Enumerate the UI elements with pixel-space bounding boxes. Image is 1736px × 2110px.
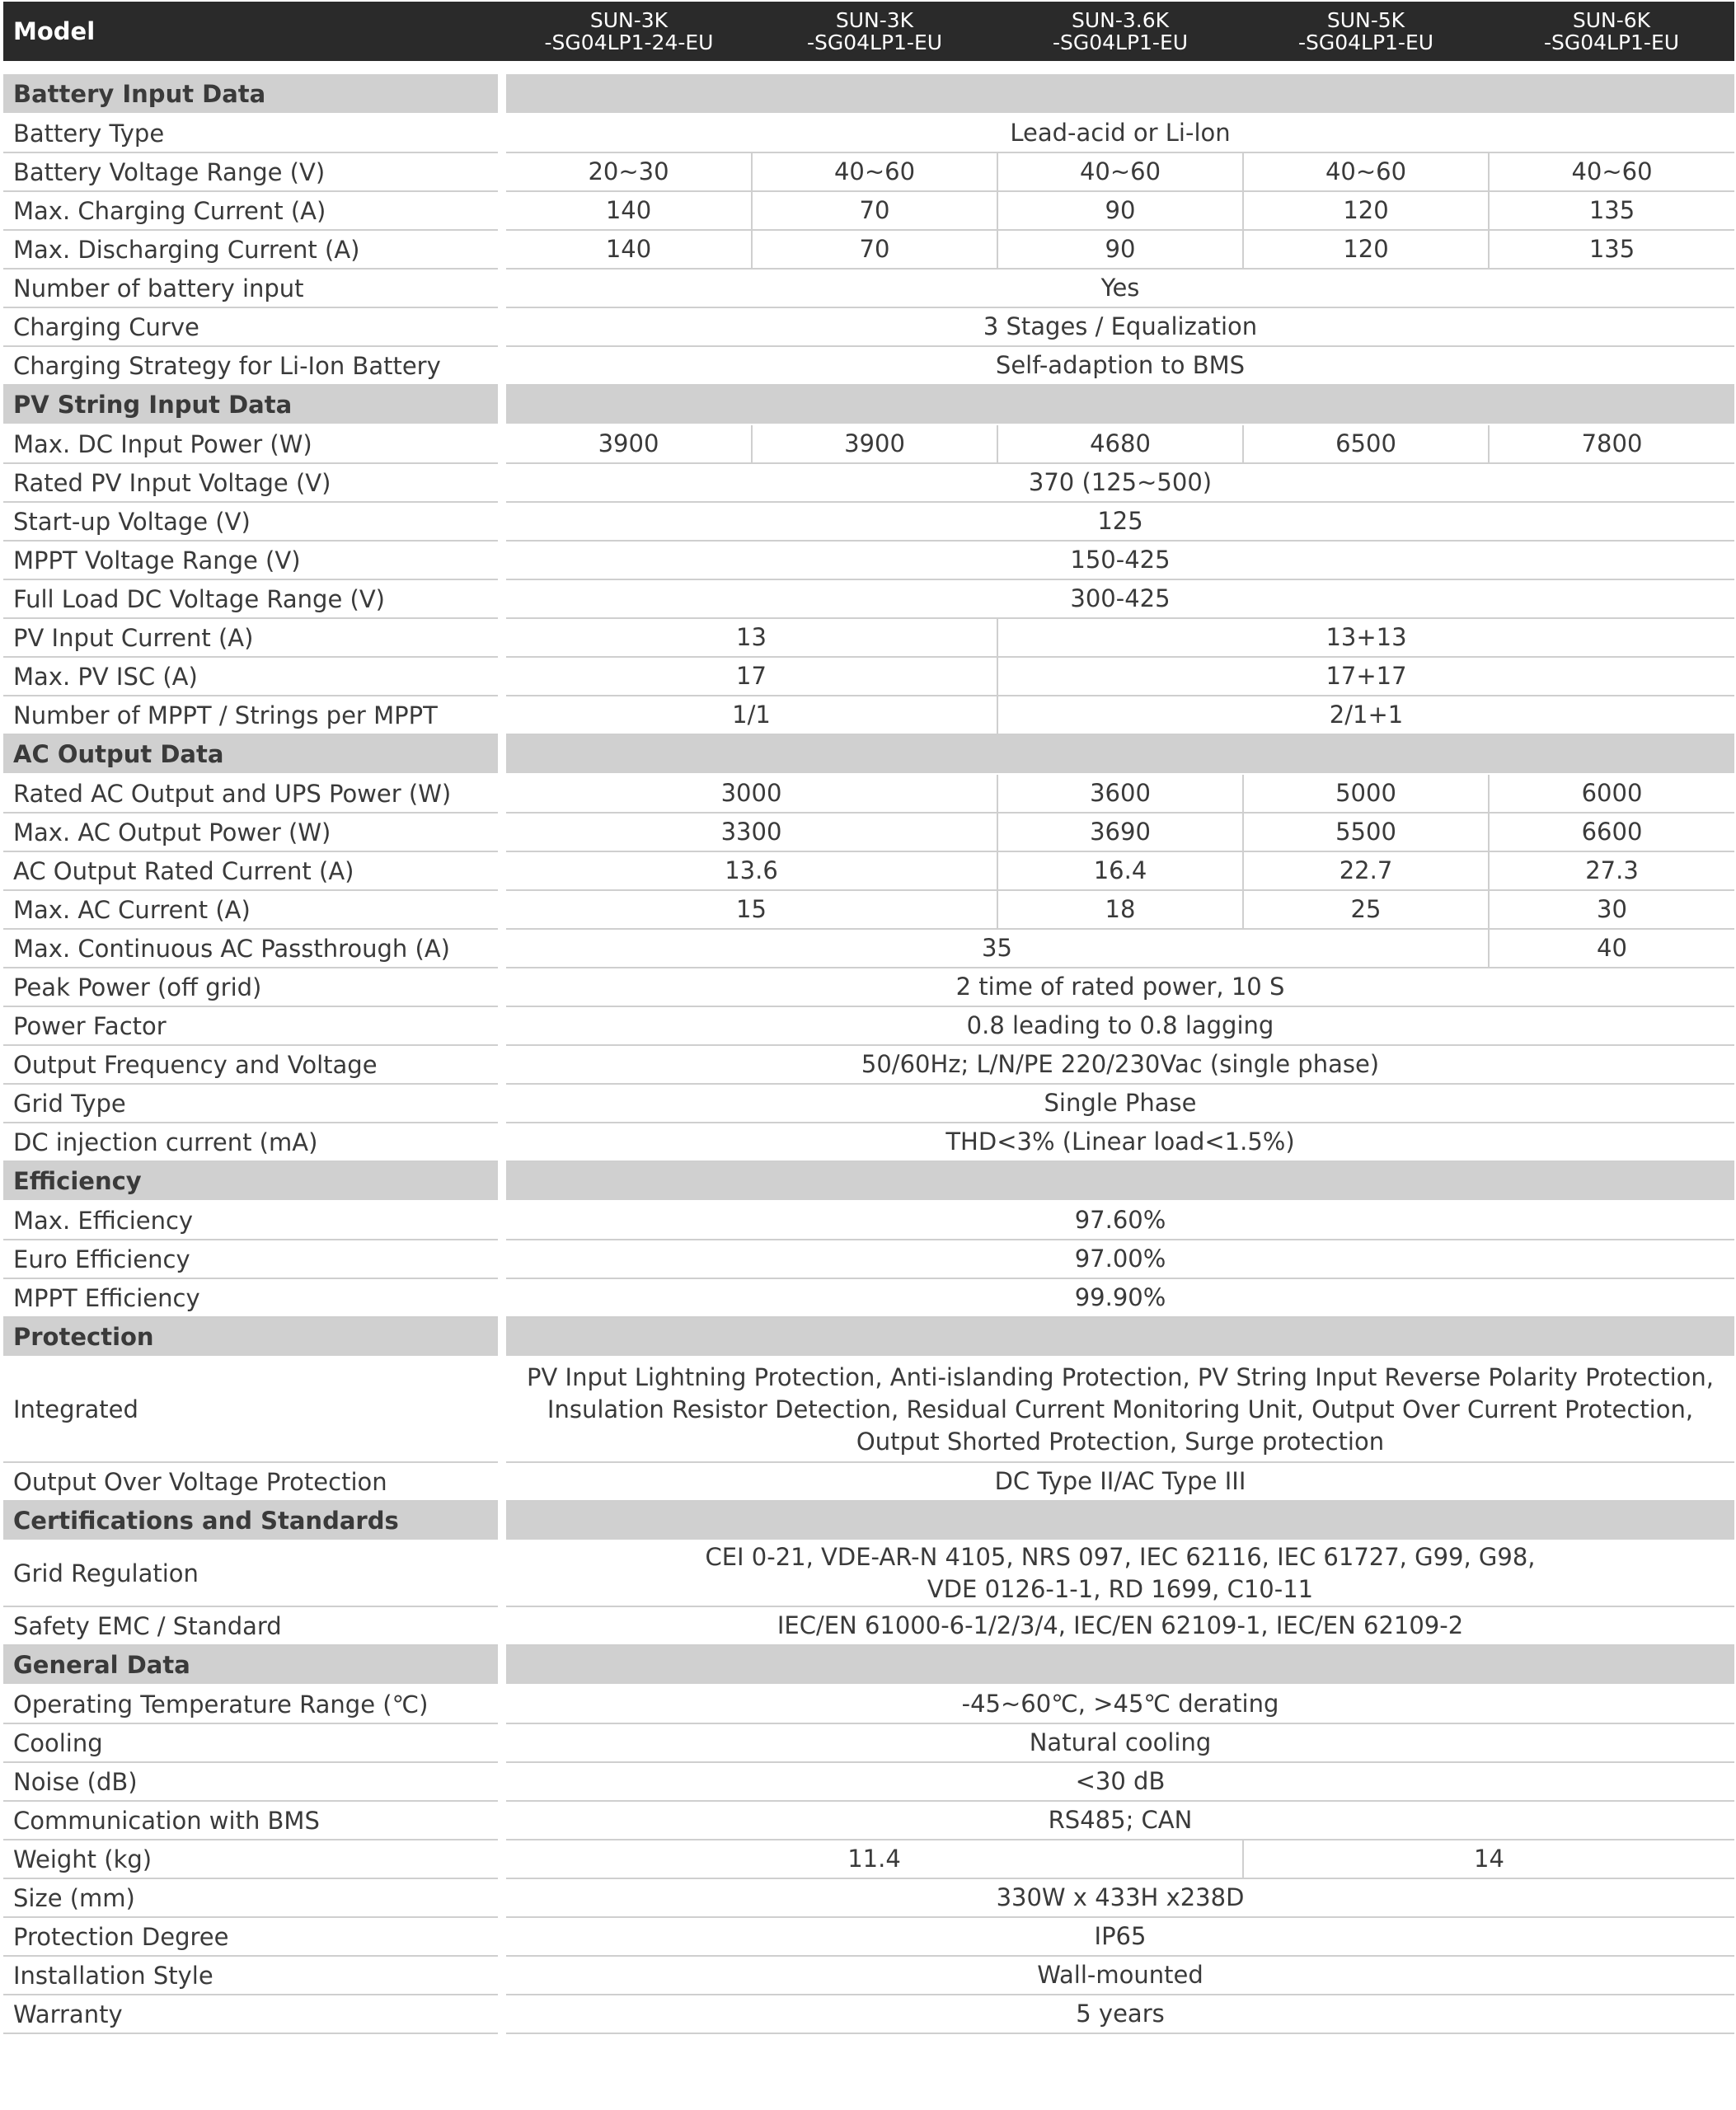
spec-value: 90 — [997, 191, 1243, 230]
spec-value: 70 — [752, 191, 997, 230]
spec-row-warranty — [3, 1995, 1734, 2033]
spec-value: 330W x 433H x238D — [506, 1878, 1734, 1917]
spec-value: 14 — [1243, 1840, 1734, 1878]
spec-value: 135 — [1489, 230, 1734, 269]
section-header-pv-string-input-data — [3, 385, 1734, 424]
spec-row-number-of-mppt-strings-per-mppt — [3, 696, 1734, 734]
spec-value: 22.7 — [1243, 851, 1489, 890]
spec-value: 20~30 — [506, 152, 752, 191]
spec-value: PV Input Lightning Protection, Anti-islanding Protection, PV String Input Reverse Polarity Protection, Insulation Resistor Detection, Residual Current Monitoring Unit, Output Over Current Protection, Output Shorted Protection, Surge protection — [506, 1357, 1734, 1462]
spec-value: IP65 — [506, 1917, 1734, 1956]
spec-label: Cooling — [3, 1723, 498, 1762]
section-title: Protection — [3, 1317, 498, 1357]
spec-value: 370 (125~500) — [506, 463, 1734, 502]
spec-row-integrated — [3, 1357, 1734, 1462]
spec-value: 2/1+1 — [997, 696, 1734, 734]
spec-value: 300-425 — [506, 579, 1734, 618]
spec-value: 120 — [1243, 230, 1489, 269]
spec-row-rated-pv-input-voltage-v — [3, 463, 1734, 502]
spec-label: Warranty — [3, 1995, 498, 2033]
spec-label: Max. AC Current (A) — [3, 890, 498, 929]
section-bar — [506, 385, 1734, 424]
spec-label: Communication with BMS — [3, 1801, 498, 1840]
spec-value: 6600 — [1489, 813, 1734, 851]
spec-label: Output Over Voltage Protection — [3, 1462, 498, 1501]
spec-label: Battery Voltage Range (V) — [3, 152, 498, 191]
spec-row-max-ac-output-power-w — [3, 813, 1734, 851]
spec-value: Natural cooling — [506, 1723, 1734, 1762]
spec-value: 40~60 — [1243, 152, 1489, 191]
spec-value: 97.00% — [506, 1240, 1734, 1278]
spec-row-ac-output-rated-current-a — [3, 851, 1734, 890]
spec-label: MPPT Voltage Range (V) — [3, 541, 498, 579]
model-header-label: Model — [3, 2, 498, 61]
section-title: Battery Input Data — [3, 74, 498, 114]
section-header-efficiency — [3, 1161, 1734, 1201]
spec-row-max-dc-input-power-w — [3, 424, 1734, 463]
spec-value: 3690 — [997, 813, 1243, 851]
section-bar — [506, 1501, 1734, 1540]
spec-value: 1/1 — [506, 696, 997, 734]
spec-value: 18 — [997, 890, 1243, 929]
spec-label: Full Load DC Voltage Range (V) — [3, 579, 498, 618]
spec-row-max-charging-current-a — [3, 191, 1734, 230]
spec-label: Battery Type — [3, 114, 498, 152]
section-header-protection — [3, 1317, 1734, 1357]
spec-label: Noise (dB) — [3, 1762, 498, 1801]
spec-value: 2 time of rated power, 10 S — [506, 968, 1734, 1006]
spec-label: MPPT Efficiency — [3, 1278, 498, 1317]
spec-row-peak-power-off-grid — [3, 968, 1734, 1006]
spec-row-max-pv-isc-a — [3, 657, 1734, 696]
spec-row-battery-voltage-range-v — [3, 152, 1734, 191]
spec-value: 99.90% — [506, 1278, 1734, 1317]
spec-value: IEC/EN 61000-6-1/2/3/4, IEC/EN 62109-1, IEC/EN 62109-2 — [506, 1606, 1734, 1645]
spec-label: Charging Strategy for Li-Ion Battery — [3, 346, 498, 385]
model-name: SUN-3K -SG04LP1-EU — [752, 2, 997, 61]
spec-row-grid-type — [3, 1084, 1734, 1123]
spec-row-mppt-efficiency — [3, 1278, 1734, 1317]
spec-value: 140 — [506, 191, 752, 230]
spec-value: CEI 0-21, VDE-AR-N 4105, NRS 097, IEC 62116, IEC 61727, G99, G98, VDE 0126-1-1, RD 1699, C10-11 — [506, 1540, 1734, 1606]
spec-row-protection-degree — [3, 1917, 1734, 1956]
spec-value: <30 dB — [506, 1762, 1734, 1801]
spec-value: 7800 — [1489, 424, 1734, 463]
spec-value: 0.8 leading to 0.8 lagging — [506, 1006, 1734, 1045]
spec-row-max-ac-current-a — [3, 890, 1734, 929]
spec-value: RS485; CAN — [506, 1801, 1734, 1840]
section-title: General Data — [3, 1645, 498, 1685]
spec-label: Euro Efficiency — [3, 1240, 498, 1278]
spec-value: 40~60 — [997, 152, 1243, 191]
spec-label: Peak Power (off grid) — [3, 968, 498, 1006]
spec-value: -45~60℃, >45℃ derating — [506, 1685, 1734, 1723]
spec-value: 27.3 — [1489, 851, 1734, 890]
spec-value: 17 — [506, 657, 997, 696]
spec-row-communication-with-bms — [3, 1801, 1734, 1840]
section-bar — [506, 1645, 1734, 1685]
spec-value: 35 — [506, 929, 1489, 968]
spec-row-output-over-voltage-protection — [3, 1462, 1734, 1501]
spec-label: Output Frequency and Voltage — [3, 1045, 498, 1084]
spec-value: Lead-acid or Li-lon — [506, 114, 1734, 152]
spec-row-safety-emc-standard — [3, 1606, 1734, 1645]
spec-label: Rated AC Output and UPS Power (W) — [3, 774, 498, 813]
spec-row-mppt-voltage-range-v — [3, 541, 1734, 579]
section-header-certifications-and-standards — [3, 1501, 1734, 1540]
spec-label: Power Factor — [3, 1006, 498, 1045]
spec-label: Safety EMC / Standard — [3, 1606, 498, 1645]
spec-value: Single Phase — [506, 1084, 1734, 1123]
spec-row-cooling — [3, 1723, 1734, 1762]
header-gap — [498, 2, 506, 61]
spec-label: Max. Efficiency — [3, 1201, 498, 1240]
spec-label: Start-up Voltage (V) — [3, 502, 498, 541]
spec-value: 3900 — [506, 424, 752, 463]
spec-row-power-factor — [3, 1006, 1734, 1045]
spec-row-max-continuous-ac-passthrough-a — [3, 929, 1734, 968]
spec-value: 97.60% — [506, 1201, 1734, 1240]
spec-value: 3000 — [506, 774, 997, 813]
spec-label: Integrated — [3, 1357, 498, 1462]
spec-value: 13+13 — [997, 618, 1734, 657]
spec-row-size-mm — [3, 1878, 1734, 1917]
header-spacer — [3, 61, 1734, 74]
spec-label: Weight (kg) — [3, 1840, 498, 1878]
spec-label: Max. PV ISC (A) — [3, 657, 498, 696]
spec-value: 6000 — [1489, 774, 1734, 813]
spec-value: 3 Stages / Equalization — [506, 307, 1734, 346]
spec-label: Number of battery input — [3, 269, 498, 307]
spec-value: 17+17 — [997, 657, 1734, 696]
spec-label: AC Output Rated Current (A) — [3, 851, 498, 890]
spec-row-full-load-dc-voltage-range-v — [3, 579, 1734, 618]
spec-value: 90 — [997, 230, 1243, 269]
spec-value: 5500 — [1243, 813, 1489, 851]
spec-value: Wall-mounted — [506, 1956, 1734, 1995]
section-bar — [506, 1161, 1734, 1201]
spec-label: Installation Style — [3, 1956, 498, 1995]
spec-label: Charging Curve — [3, 307, 498, 346]
spec-label: Max. DC Input Power (W) — [3, 424, 498, 463]
spec-row-rated-ac-output-and-ups-power-w — [3, 774, 1734, 813]
spec-label: Grid Regulation — [3, 1540, 498, 1606]
section-title: AC Output Data — [3, 734, 498, 774]
spec-value: 6500 — [1243, 424, 1489, 463]
section-header-ac-output-data — [3, 734, 1734, 774]
model-name: SUN-3K -SG04LP1-24-EU — [506, 2, 752, 61]
section-title: PV String Input Data — [3, 385, 498, 424]
spec-row-pv-input-current-a — [3, 618, 1734, 657]
spec-value: 4680 — [997, 424, 1243, 463]
spec-value: 3600 — [997, 774, 1243, 813]
spec-label: Rated PV Input Voltage (V) — [3, 463, 498, 502]
spec-value: 11.4 — [506, 1840, 1243, 1878]
spec-row-euro-efficiency — [3, 1240, 1734, 1278]
model-name: SUN-5K -SG04LP1-EU — [1243, 2, 1489, 61]
spec-label: Operating Temperature Range (℃) — [3, 1685, 498, 1723]
spec-label: Max. Charging Current (A) — [3, 191, 498, 230]
model-header-row — [3, 2, 1734, 61]
section-title: Efficiency — [3, 1161, 498, 1201]
spec-value: 15 — [506, 890, 997, 929]
spec-value: 140 — [506, 230, 752, 269]
spec-value: THD<3% (Linear load<1.5%) — [506, 1123, 1734, 1161]
spec-row-output-frequency-and-voltage — [3, 1045, 1734, 1084]
spec-value: 135 — [1489, 191, 1734, 230]
spec-value: 70 — [752, 230, 997, 269]
spec-row-charging-curve — [3, 307, 1734, 346]
section-bar — [506, 734, 1734, 774]
spec-table — [3, 2, 1734, 2034]
spec-label: Max. Discharging Current (A) — [3, 230, 498, 269]
spec-row-start-up-voltage-v — [3, 502, 1734, 541]
spec-label: Max. AC Output Power (W) — [3, 813, 498, 851]
spec-value: 5 years — [506, 1995, 1734, 2033]
spec-row-noise-db — [3, 1762, 1734, 1801]
spec-row-max-discharging-current-a — [3, 230, 1734, 269]
spec-value: 50/60Hz; L/N/PE 220/230Vac (single phase) — [506, 1045, 1734, 1084]
spec-value: 16.4 — [997, 851, 1243, 890]
model-name: SUN-3.6K -SG04LP1-EU — [997, 2, 1243, 61]
spec-row-grid-regulation — [3, 1540, 1734, 1606]
spec-value: 150-425 — [506, 541, 1734, 579]
spec-row-charging-strategy-for-li-ion-battery — [3, 346, 1734, 385]
spec-value: Yes — [506, 269, 1734, 307]
section-header-general-data — [3, 1645, 1734, 1685]
spec-value: 13.6 — [506, 851, 997, 890]
spec-value: Self-adaption to BMS — [506, 346, 1734, 385]
spec-value: 120 — [1243, 191, 1489, 230]
spec-value: 3900 — [752, 424, 997, 463]
spec-label: Protection Degree — [3, 1917, 498, 1956]
spec-row-weight-kg — [3, 1840, 1734, 1878]
model-name: SUN-6K -SG04LP1-EU — [1489, 2, 1734, 61]
spec-value: 25 — [1243, 890, 1489, 929]
section-bar — [506, 74, 1734, 114]
section-title: Certifications and Standards — [3, 1501, 498, 1540]
spec-row-battery-type — [3, 114, 1734, 152]
spec-value: 40 — [1489, 929, 1734, 968]
spec-label: Number of MPPT / Strings per MPPT — [3, 696, 498, 734]
spec-table-body — [3, 74, 1734, 2033]
spec-value: 3300 — [506, 813, 997, 851]
spec-row-installation-style — [3, 1956, 1734, 1995]
spec-value: DC Type II/AC Type III — [506, 1462, 1734, 1501]
spec-value: 30 — [1489, 890, 1734, 929]
spec-value: 13 — [506, 618, 997, 657]
spec-value: 40~60 — [1489, 152, 1734, 191]
spec-value: 40~60 — [752, 152, 997, 191]
spec-label: Size (mm) — [3, 1878, 498, 1917]
section-bar — [506, 1317, 1734, 1357]
spec-value: 125 — [506, 502, 1734, 541]
spec-label: PV Input Current (A) — [3, 618, 498, 657]
spec-row-max-efficiency — [3, 1201, 1734, 1240]
spec-value: 5000 — [1243, 774, 1489, 813]
section-header-battery-input-data — [3, 74, 1734, 114]
spec-label: Max. Continuous AC Passthrough (A) — [3, 929, 498, 968]
spec-row-operating-temperature-range — [3, 1685, 1734, 1723]
spec-row-number-of-battery-input — [3, 269, 1734, 307]
spec-label: Grid Type — [3, 1084, 498, 1123]
spec-label: DC injection current (mA) — [3, 1123, 498, 1161]
spec-row-dc-injection-current-ma — [3, 1123, 1734, 1161]
